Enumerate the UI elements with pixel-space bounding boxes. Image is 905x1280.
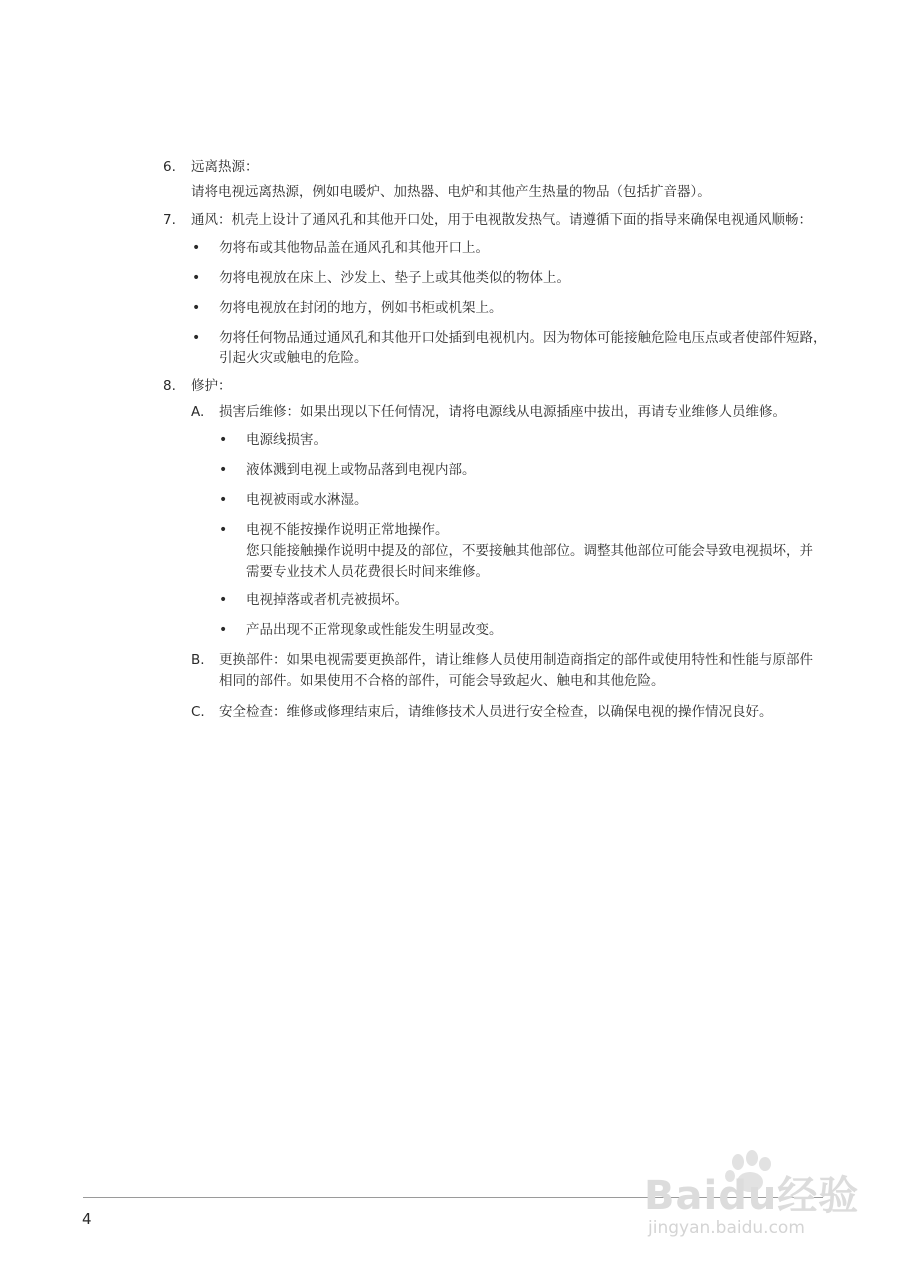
item-7-bullet-4-cont: 引起火灾或触电的危险。 (219, 350, 368, 366)
item-8a-bullet-4: 电视不能按操作说明正常地操作。 (246, 522, 449, 538)
bullet-icon: • (219, 462, 228, 478)
item-8a-bullet-3: 电视被雨或水淋湿。 (246, 492, 368, 508)
item-7-bullet-1: 勿将布或其他物品盖在通风孔和其他开口上。 (219, 240, 489, 256)
watermark-url: jingyan.baidu.com (648, 1218, 805, 1238)
item-6-body: 请将电视远离热源，例如电暖炉、加热器、电炉和其他产生热量的物品（包括扩音器）。 (191, 184, 711, 200)
item-8a-bullet-4-line-3: 需要专业技术人员花费很长时间来维修。 (246, 564, 489, 580)
item-8a-bullet-4-line-2: 您只能接触操作说明中提及的部位，不要接触其他部位。调整其他部位可能会导致电视损坏，并 (246, 543, 813, 559)
item-8c-label: C. (191, 704, 205, 720)
item-8a-bullet-6: 产品出现不正常现象或性能发生明显改变。 (246, 622, 503, 638)
item-6-title: 远离热源： (191, 159, 259, 175)
bullet-icon: • (192, 240, 201, 256)
item-7-bullet-3: 勿将电视放在封闭的地方，例如书柜或机架上。 (219, 300, 503, 316)
item-6-number: 6. (163, 159, 176, 175)
bullet-icon: • (219, 592, 228, 608)
item-7-bullet-4: 勿将任何物品通过通风孔和其他开口处插到电视机内。因为物体可能接触危险电压点或者使部件短路， (219, 330, 827, 346)
baidu-watermark (640, 1140, 860, 1250)
bullet-icon: • (219, 492, 228, 508)
item-8b-text-line-2: 相同的部件。如果使用不合格的部件，可能会导致起火、触电和其他危险。 (219, 673, 665, 689)
item-8a-text: 损害后维修：如果出现以下任何情况，请将电源线从电源插座中拔出，再请专业维修人员维修。 (219, 404, 786, 420)
item-8c-text: 安全检查：维修或修理结束后，请维修技术人员进行安全检查，以确保电视的操作情况良好。 (219, 704, 773, 720)
bullet-icon: • (192, 270, 201, 286)
item-8b-label: B. (191, 652, 205, 668)
page-number: 4 (82, 1210, 92, 1228)
item-7-title: 通风：机壳上设计了通风孔和其他开口处，用于电视散发热气。请遵循下面的指导来确保电视通风顺畅： (191, 212, 812, 228)
bullet-icon: • (219, 432, 228, 448)
watermark-brand: Baidu经验 (644, 1173, 860, 1219)
bullet-icon: • (219, 522, 228, 538)
item-8a-bullet-2: 液体溅到电视上或物品落到电视内部。 (246, 462, 476, 478)
item-7-bullet-2: 勿将电视放在床上、沙发上、垫子上或其他类似的物体上。 (219, 270, 570, 286)
item-8-number: 8. (163, 378, 176, 394)
item-8a-bullet-5: 电视掉落或者机壳被损坏。 (246, 592, 408, 608)
item-8-title: 修护： (191, 378, 232, 394)
item-7-number: 7. (163, 212, 176, 228)
bullet-icon: • (192, 330, 201, 346)
bullet-icon: • (192, 300, 201, 316)
item-8b-text-line-1: 更换部件：如果电视需要更换部件，请让维修人员使用制造商指定的部件或使用特性和性能与原部件 (219, 652, 813, 668)
item-8a-bullet-1: 电源线损害。 (246, 432, 327, 448)
bullet-icon: • (219, 622, 228, 638)
item-8a-label: A. (191, 404, 205, 420)
